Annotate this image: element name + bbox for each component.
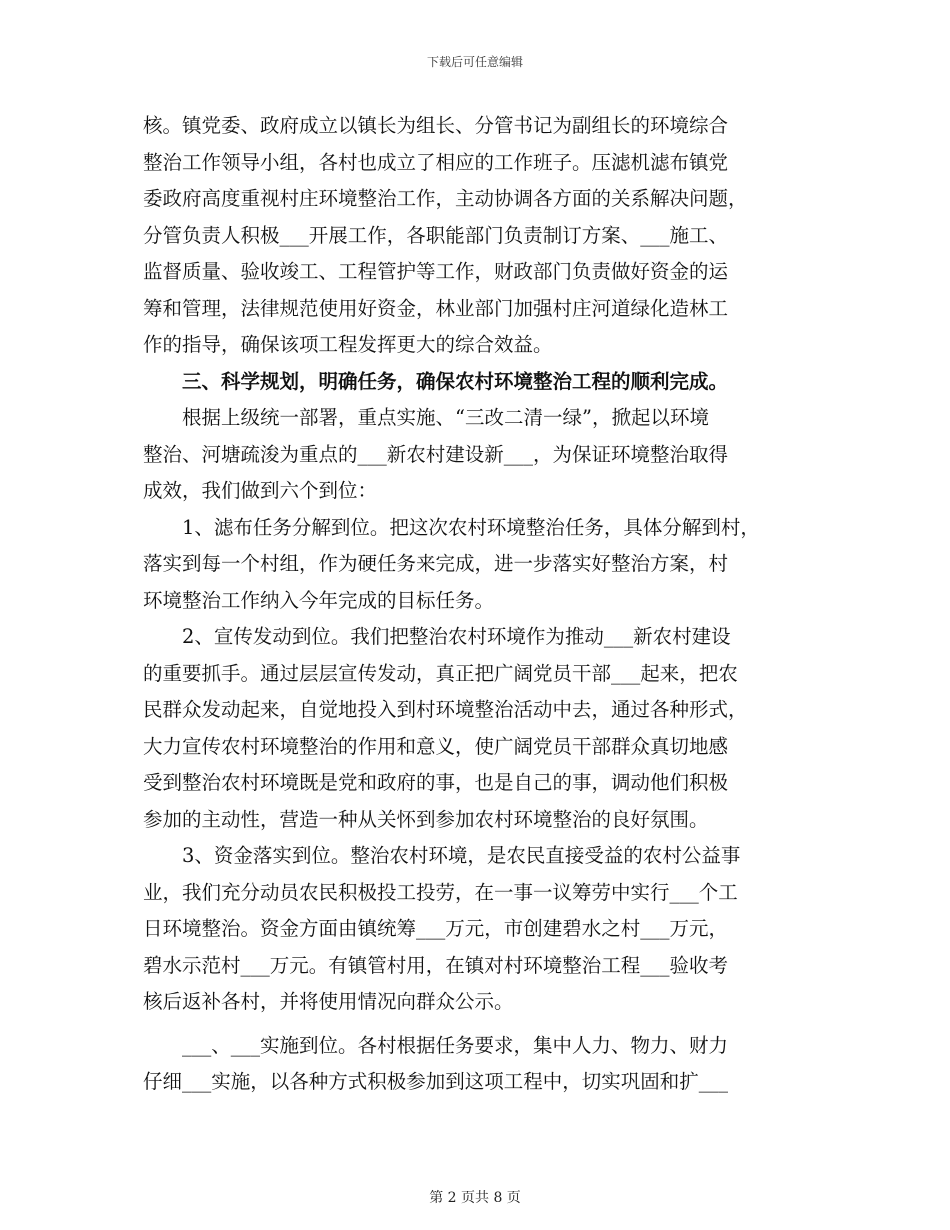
section-heading: 三、科学规划，明确任务，确保农村环境整治工程的顺利完成。	[182, 369, 729, 393]
page-header: 下载后可任意编辑	[426, 55, 523, 69]
body-line: 参加的主动性，营造一种从关怀到参加农村环境整治的良好氛围。	[143, 807, 709, 831]
body-line: 成效，我们做到六个到位：	[143, 479, 378, 502]
page-footer: 第 2 页共 8 页	[429, 1190, 521, 1206]
body-line: 作的指导，确保该项工程发挥更大的综合效益。	[143, 333, 553, 356]
body-line: 碧水示范村___万元。有镇管村用，在镇对村环境整治工程___验收考	[143, 953, 729, 977]
body-line: 受到整治农村环境既是党和政府的事，也是自己的事，调动他们积极	[143, 771, 729, 794]
body-line: 监督质量、验收竣工、工程管护等工作，财政部门负责做好资金的运	[143, 260, 729, 283]
body-line: 整治、河塘疏浚为重点的___新农村建设新___，为保证环境整治取得	[143, 442, 729, 466]
body-line: 3、资金落实到位。整治农村环境，是农民直接受益的农村公益事	[182, 844, 741, 867]
document-body	[143, 108, 823, 1101]
body-line: 环境整治工作纳入今年完成的目标任务。	[143, 588, 495, 612]
body-line: 大力宣传农村环境整治的作用和意义，使广阔党员干部群众真切地感	[143, 734, 729, 758]
body-line: 整治工作领导小组，各村也成立了相应的工作班子。压滤机滤布镇党	[143, 150, 729, 174]
body-line: 日环境整治。资金方面由镇统筹___万元，市创建碧水之村___万元，	[143, 917, 729, 940]
body-line: 根据上级统一部署，重点实施、“三改二清一绿”，掀起以环境	[182, 406, 709, 429]
body-line: 的重要抓手。通过层层宣传发动，真正把广阔党员干部___起来，把农	[143, 661, 738, 685]
body-line: 筹和管理，法律规范使用好资金，林业部门加强村庄河道绿化造林工	[143, 296, 729, 320]
body-line: 民群众发动起来，自觉地投入到村环境整治活动中去，通过各种形式，	[143, 698, 748, 721]
body-line: 业，我们充分动员农民积极投工投劳，在一事一议筹劳中实行___个工	[143, 880, 738, 904]
body-line: 委政府高度重视村庄环境整治工作，主动协调各方面的关系解决问题，	[143, 187, 748, 210]
body-line: 仔细___实施，以各种方式积极参加到这项工程中，切实巩固和扩___	[143, 1070, 729, 1093]
body-line: 核。镇党委、政府成立以镇长为组长、分管书记为副组长的环境综合	[143, 114, 729, 137]
body-line: 核后返补各村，并将使用情况向群众公示。	[143, 990, 514, 1013]
body-line: 1、滤布任务分解到位。把这次农村环境整治任务，具体分解到村，	[182, 515, 760, 539]
body-line: 分管负责人积极___开展工作，各职能部门负责制订方案、___施工、	[143, 223, 729, 247]
body-line: 落实到每一个村组，作为硬任务来完成，进一步落实好整治方案，村	[143, 552, 729, 575]
body-line: ___、___实施到位。各村根据任务要求，集中人力、物力、财力	[182, 1033, 729, 1057]
body-line: 2、宣传发动到位。我们把整治农村环境作为推动___新农村建设	[182, 625, 731, 648]
